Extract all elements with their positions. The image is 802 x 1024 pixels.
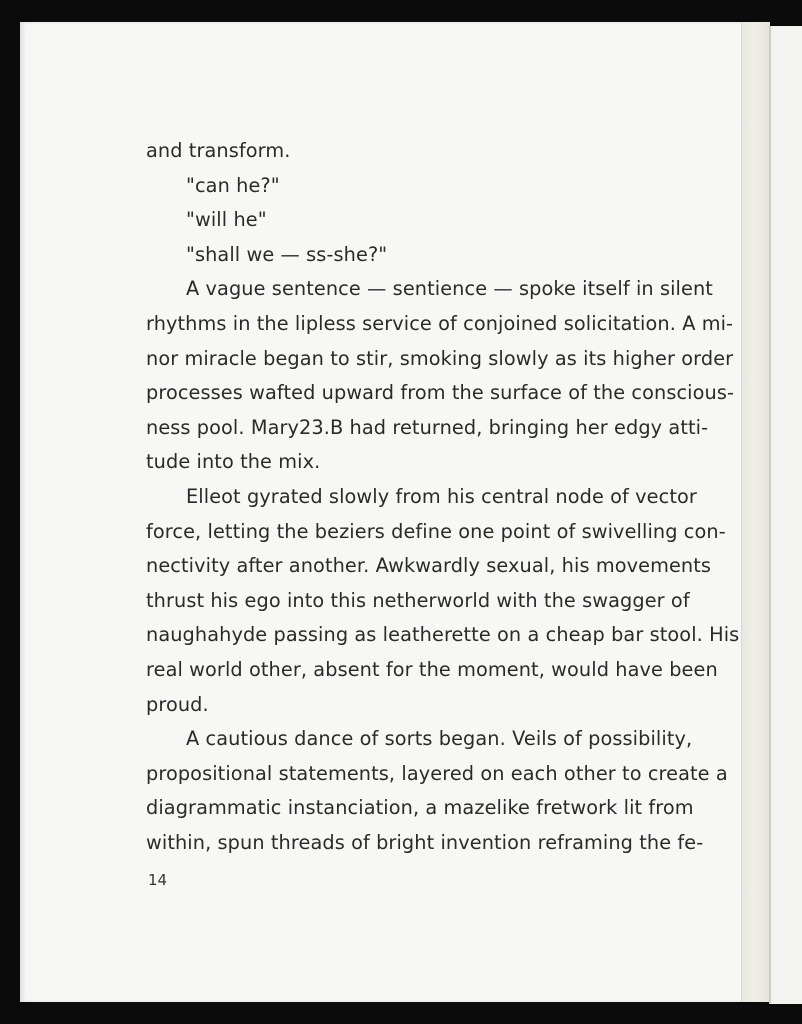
page-edge — [741, 22, 770, 1002]
text-line: diagrammatic instanciation, a mazelike fretwork lit from — [146, 796, 694, 820]
text-line: nectivity after another. Awkwardly sexual, his movements — [146, 554, 712, 578]
text-line: force, letting the beziers define one point of swivelling con- — [146, 519, 726, 543]
text-line: proud. — [146, 692, 209, 716]
text-line: rhythms in the lipless service of conjoined solicitation. A mi- — [146, 311, 734, 335]
text-line: real world other, absent for the moment, would have been — [146, 657, 718, 681]
text-line: naughahyde passing as leatherette on a cheap bar stool. His — [146, 623, 740, 647]
text-line: processes wafted upward from the surface of the conscious- — [146, 381, 735, 405]
text-line: tude into the mix. — [146, 450, 321, 474]
text-line: within, spun threads of bright invention reframing the fe- — [146, 830, 704, 854]
page-number: 14 — [148, 871, 168, 889]
text-line: and transform. — [146, 139, 291, 162]
text-line: A cautious dance of sorts began. Veils of possibility, — [186, 727, 693, 751]
text-line: nor miracle began to stir, smoking slowly as its higher order — [146, 346, 734, 370]
text-line: propositional statements, layered on each other to create a — [146, 761, 728, 785]
text-line: "will he" — [186, 208, 267, 232]
text-line: A vague sentence — sentience — spoke itself in silent — [186, 277, 713, 301]
body-text — [146, 134, 740, 860]
text-line: "can he?" — [186, 173, 280, 197]
text-line: thrust his ego into this netherworld with the swagger of — [146, 588, 690, 612]
text-line: Elleot gyrated slowly from his central node of vector — [186, 484, 697, 508]
text-line: "shall we — ss-she?" — [186, 242, 388, 266]
text-line: ness pool. Mary23.B had returned, bringing her edgy atti- — [146, 415, 709, 439]
facing-page-edge — [769, 26, 802, 1004]
